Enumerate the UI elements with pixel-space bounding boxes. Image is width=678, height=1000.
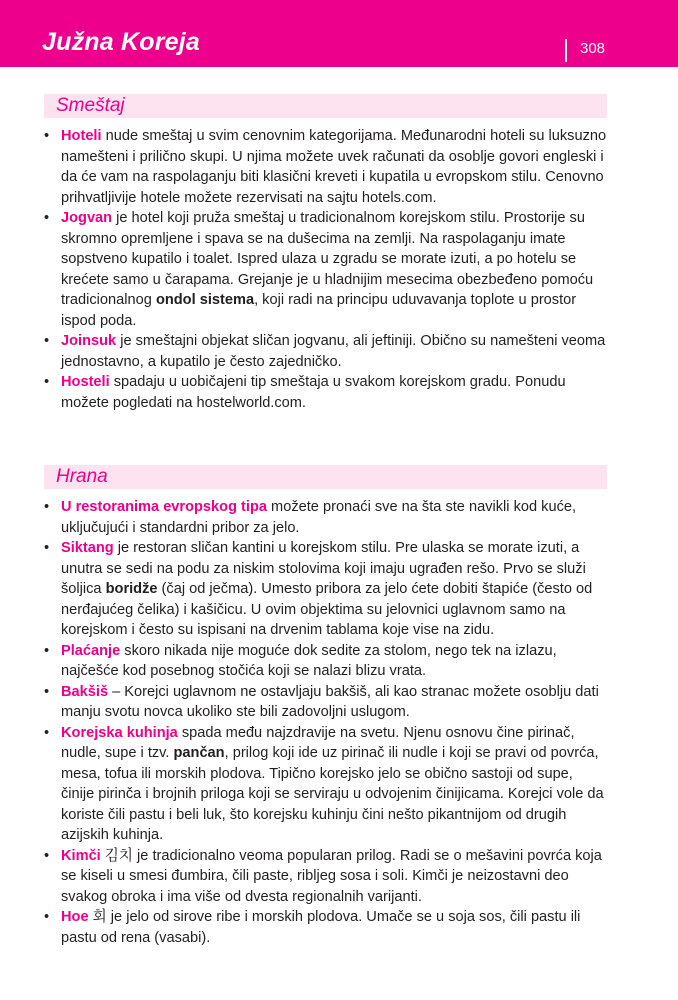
item-text: skoro nikada nije moguće dok sedite za stolom, nego tek na izlazu, najčešće kod posebnog stočića koji se nalazi blizu vrata. [61,642,557,679]
list-item [44,208,610,331]
item-text: nude smeštaj u svim cenovnim kategorijama. Međunarodni hoteli su luksuzno namešteni i prilično skupi. U njima možete uvek računati da osoblje govori engleski i da će vam na raspolaganju biti klasični kreveti i kupatila u evropskom stilu. Cenovno prihvatljivije hotele možete rezervisati na sajtu hotels.com. [61,128,607,206]
item-keyword: Siktang [61,540,114,556]
item-text: možete pronaći sve na šta ste navikli kod kuće, uključujući i standardni pribor za jelo. [61,499,577,536]
list-item [44,907,610,948]
item-text: – Korejci uglavnom ne ostavljaju bakšiš, ali kao stranac možete osoblju dati manju svotu novca ukoliko ste bili zadovoljni uslugom. [61,683,599,720]
item-text: je smeštajni objekat sličan jogvanu, ali jeftiniji. Obično su namešteni veoma jednostavno, a kupatilo je često zajedničko. [61,333,606,370]
page-header [0,0,678,67]
item-text: 김치 je tradicionalno veoma popularan prilog. Radi se o mešavini povrća koja se kiseli u smesi đumbira, čili paste, ribljeg sosa i soli. Kimči je neizostavni deo svakog obroka i ima više od dvesta regionalnih varijanti. [61,847,602,905]
section-list-smestaj [44,126,610,413]
list-item [44,331,610,372]
section-list-hrana [44,497,610,948]
item-keyword: Plaćanje [61,642,121,659]
item-text: , prilog koji ide uz pirinač ili nudle i koji se pravi od povrća, mesa, tofua ili morskih plodova. Tipično korejsko jelo se obično sastoji od supe, činije pirinča i brojnih priloga koji se serviraju u odvojenim činijicama. Korejci vole da koriste čili pastu i beli luk, što korejsku kuhinju čini nešto pikantnijom od drugih azijskih kuhinja. [61,745,604,843]
list-item [44,497,610,538]
list-item [44,641,610,682]
list-item [44,538,610,641]
item-keyword: Bakšiš [61,683,109,700]
page-number: 308 [580,40,606,57]
section-header-hrana [44,465,607,489]
item-keyword: Joinsuk [61,333,117,349]
item-bold-term: pančan [173,745,225,761]
item-text: je restoran sličan kantini u korejskom stilu. Pre ulaska se morate izuti, a unutra se sedi na podu za niskim stolovima koji imaju ugrađen rešo. Prvo se služi šoljica [61,540,586,597]
header-divider [565,39,567,62]
item-bold-term: boridže [105,581,158,597]
item-keyword: Jogvan [61,210,113,226]
chapter-title: Južna Koreja [42,28,201,56]
section-title: Hrana [56,466,108,487]
item-keyword: Hoteli [61,128,102,144]
item-text: , koji radi na principu uduvavanja toplote u prostor ispod poda. [61,292,577,329]
item-keyword: Kimči [61,847,101,864]
item-text: je hotel koji pruža smeštaj u tradicionalnom korejskom stilu. Prostorije su skromno opremljene i spava se na dušecima na zemlji. Na raspolaganju imate sopstveno kupatilo i toalet. Ispred ulaza u zgradu se morate izuti, a po hotelu se krećete samo u čarapama. Grejanje je u hladnijim mesecima obezbeđeno pomoću tradicionalnog [61,210,594,308]
item-text: spadaju u uobičajeni tip smeštaja u svakom korejskom gradu. Ponudu možete pogledati na hostelworld.com. [61,374,566,411]
list-item [44,372,610,413]
list-item [44,723,610,846]
item-text: spada među najzdravije na svetu. Njenu osnovu čine pirinač, nudle, supe i tzv. [61,724,575,761]
item-keyword: Hosteli [61,374,110,390]
section-title: Smeštaj [56,95,125,116]
section-header-smestaj [44,94,607,118]
item-keyword: U restoranima evropskog tipa [61,499,267,515]
item-text: 회 je jelo od sirove ribe i morskih plodova. Umače se u soja sos, čili pastu ili pastu od rena (vasabi). [61,909,581,946]
item-keyword: Hoe [61,909,89,925]
item-bold-term: ondol sistema [155,292,255,308]
list-item [44,126,610,208]
item-keyword: Korejska kuhinja [61,724,178,741]
list-item [44,846,610,908]
item-text: (čaj od ječma). Umesto pribora za jelo ćete dobiti štapiće (često od nerđajućeg čelika) i kašičicu. U ovim objektima su jelovnici uglavnom samo na korejskom i često su ispisani na drvenim tablama koje vise na zidu. [61,581,593,638]
list-item [44,682,610,723]
